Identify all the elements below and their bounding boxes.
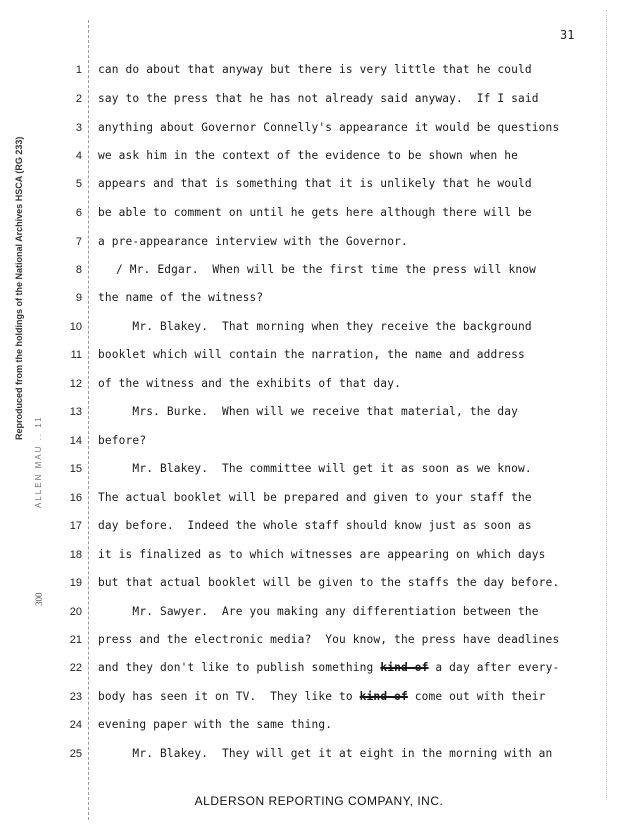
transcript-line: before? (98, 434, 147, 447)
line-number: 15 (69, 463, 82, 475)
struck-text: kind of (380, 661, 429, 674)
transcript-line (98, 690, 546, 703)
transcript-line: / Mr. Edgar. When will be the first time the press will know (116, 263, 537, 276)
transcript-line: Mr. Blakey. They will get it at eight in the morning with an (98, 747, 553, 760)
faded-stamp: ALLEN MAU .. 11 (34, 415, 43, 508)
line-number: 5 (75, 178, 82, 190)
transcript-line: day before. Indeed the whole staff should know just as soon as (98, 519, 532, 532)
transcript-line: it is finalized as to which witnesses are appearing on which days (98, 548, 546, 561)
struck-text: kind of (359, 690, 408, 703)
transcript-line: The actual booklet will be prepared and given to your staff the (98, 491, 532, 504)
transcript-line: Mr. Sawyer. Are you making any differentiation between the (98, 605, 539, 618)
line-number: 2 (75, 93, 82, 105)
line-number: 10 (69, 321, 82, 333)
box-number: 300 (34, 592, 44, 606)
page-number: 31 (560, 28, 575, 42)
line-number: 14 (69, 435, 82, 447)
line-number: 11 (70, 349, 82, 361)
transcript-line: be able to comment on until he gets here although there will be (98, 206, 532, 219)
transcript-line: a pre-appearance interview with the Governor. (98, 235, 408, 248)
transcript-line: appears and that is something that it is unlikely that he would (98, 177, 532, 190)
line-segment: and they don't like to publish something (98, 661, 381, 674)
line-number: 19 (69, 577, 82, 589)
line-number: 25 (69, 748, 82, 760)
line-number: 16 (69, 492, 82, 504)
line-number: 8 (75, 264, 82, 276)
line-number: 6 (75, 207, 82, 219)
line-number: 17 (69, 520, 82, 532)
reporter-footer: ALDERSON REPORTING COMPANY, INC. (194, 794, 444, 808)
line-segment: body has seen it on TV. They like to (98, 690, 360, 703)
transcript-line (98, 661, 559, 674)
line-segment: a day after every- (428, 661, 560, 674)
line-number: 4 (75, 150, 82, 162)
transcript-line: but that actual booklet will be given to the staffs the day before. (98, 576, 560, 589)
line-number: 13 (69, 406, 82, 418)
line-number: 20 (69, 606, 82, 618)
transcript-line: Mr. Blakey. That morning when they receive the background (98, 320, 532, 333)
line-number: 9 (75, 292, 82, 304)
transcript-line: say to the press that he has not already said anyway. If I said (98, 92, 539, 105)
transcript-line: the name of the witness? (98, 291, 264, 304)
line-number: 3 (75, 122, 82, 134)
line-number: 7 (75, 236, 82, 248)
line-number: 24 (69, 719, 82, 731)
transcript-line: we ask him in the context of the evidence to be shown when he (98, 149, 519, 162)
line-number: 12 (69, 378, 82, 390)
transcript-line: can do about that anyway but there is very little that he could (98, 63, 532, 76)
archive-provenance-note: Reproduced from the holdings of the National Archives HSCA (RG 233) (14, 136, 24, 440)
transcript-line: booklet which will contain the narration, the name and address (98, 348, 525, 361)
right-margin-rule (606, 10, 607, 800)
transcript-line: press and the electronic media? You know, the press have deadlines (98, 633, 560, 646)
transcript-line: of the witness and the exhibits of that day. (98, 377, 401, 390)
transcript-line: Mr. Blakey. The committee will get it as soon as we know. (98, 462, 532, 475)
left-margin-rule (88, 20, 89, 820)
line-number: 21 (69, 634, 82, 646)
line-segment: come out with their (407, 690, 546, 703)
line-number: 22 (69, 662, 82, 674)
line-number: 1 (75, 64, 82, 76)
transcript-line: Mrs. Burke. When will we receive that material, the day (98, 405, 519, 418)
transcript-line: evening paper with the same thing. (98, 718, 333, 731)
transcript-line: anything about Governor Connelly's appearance it would be questions (98, 121, 560, 134)
line-number: 23 (69, 691, 82, 703)
line-number: 18 (69, 549, 82, 561)
